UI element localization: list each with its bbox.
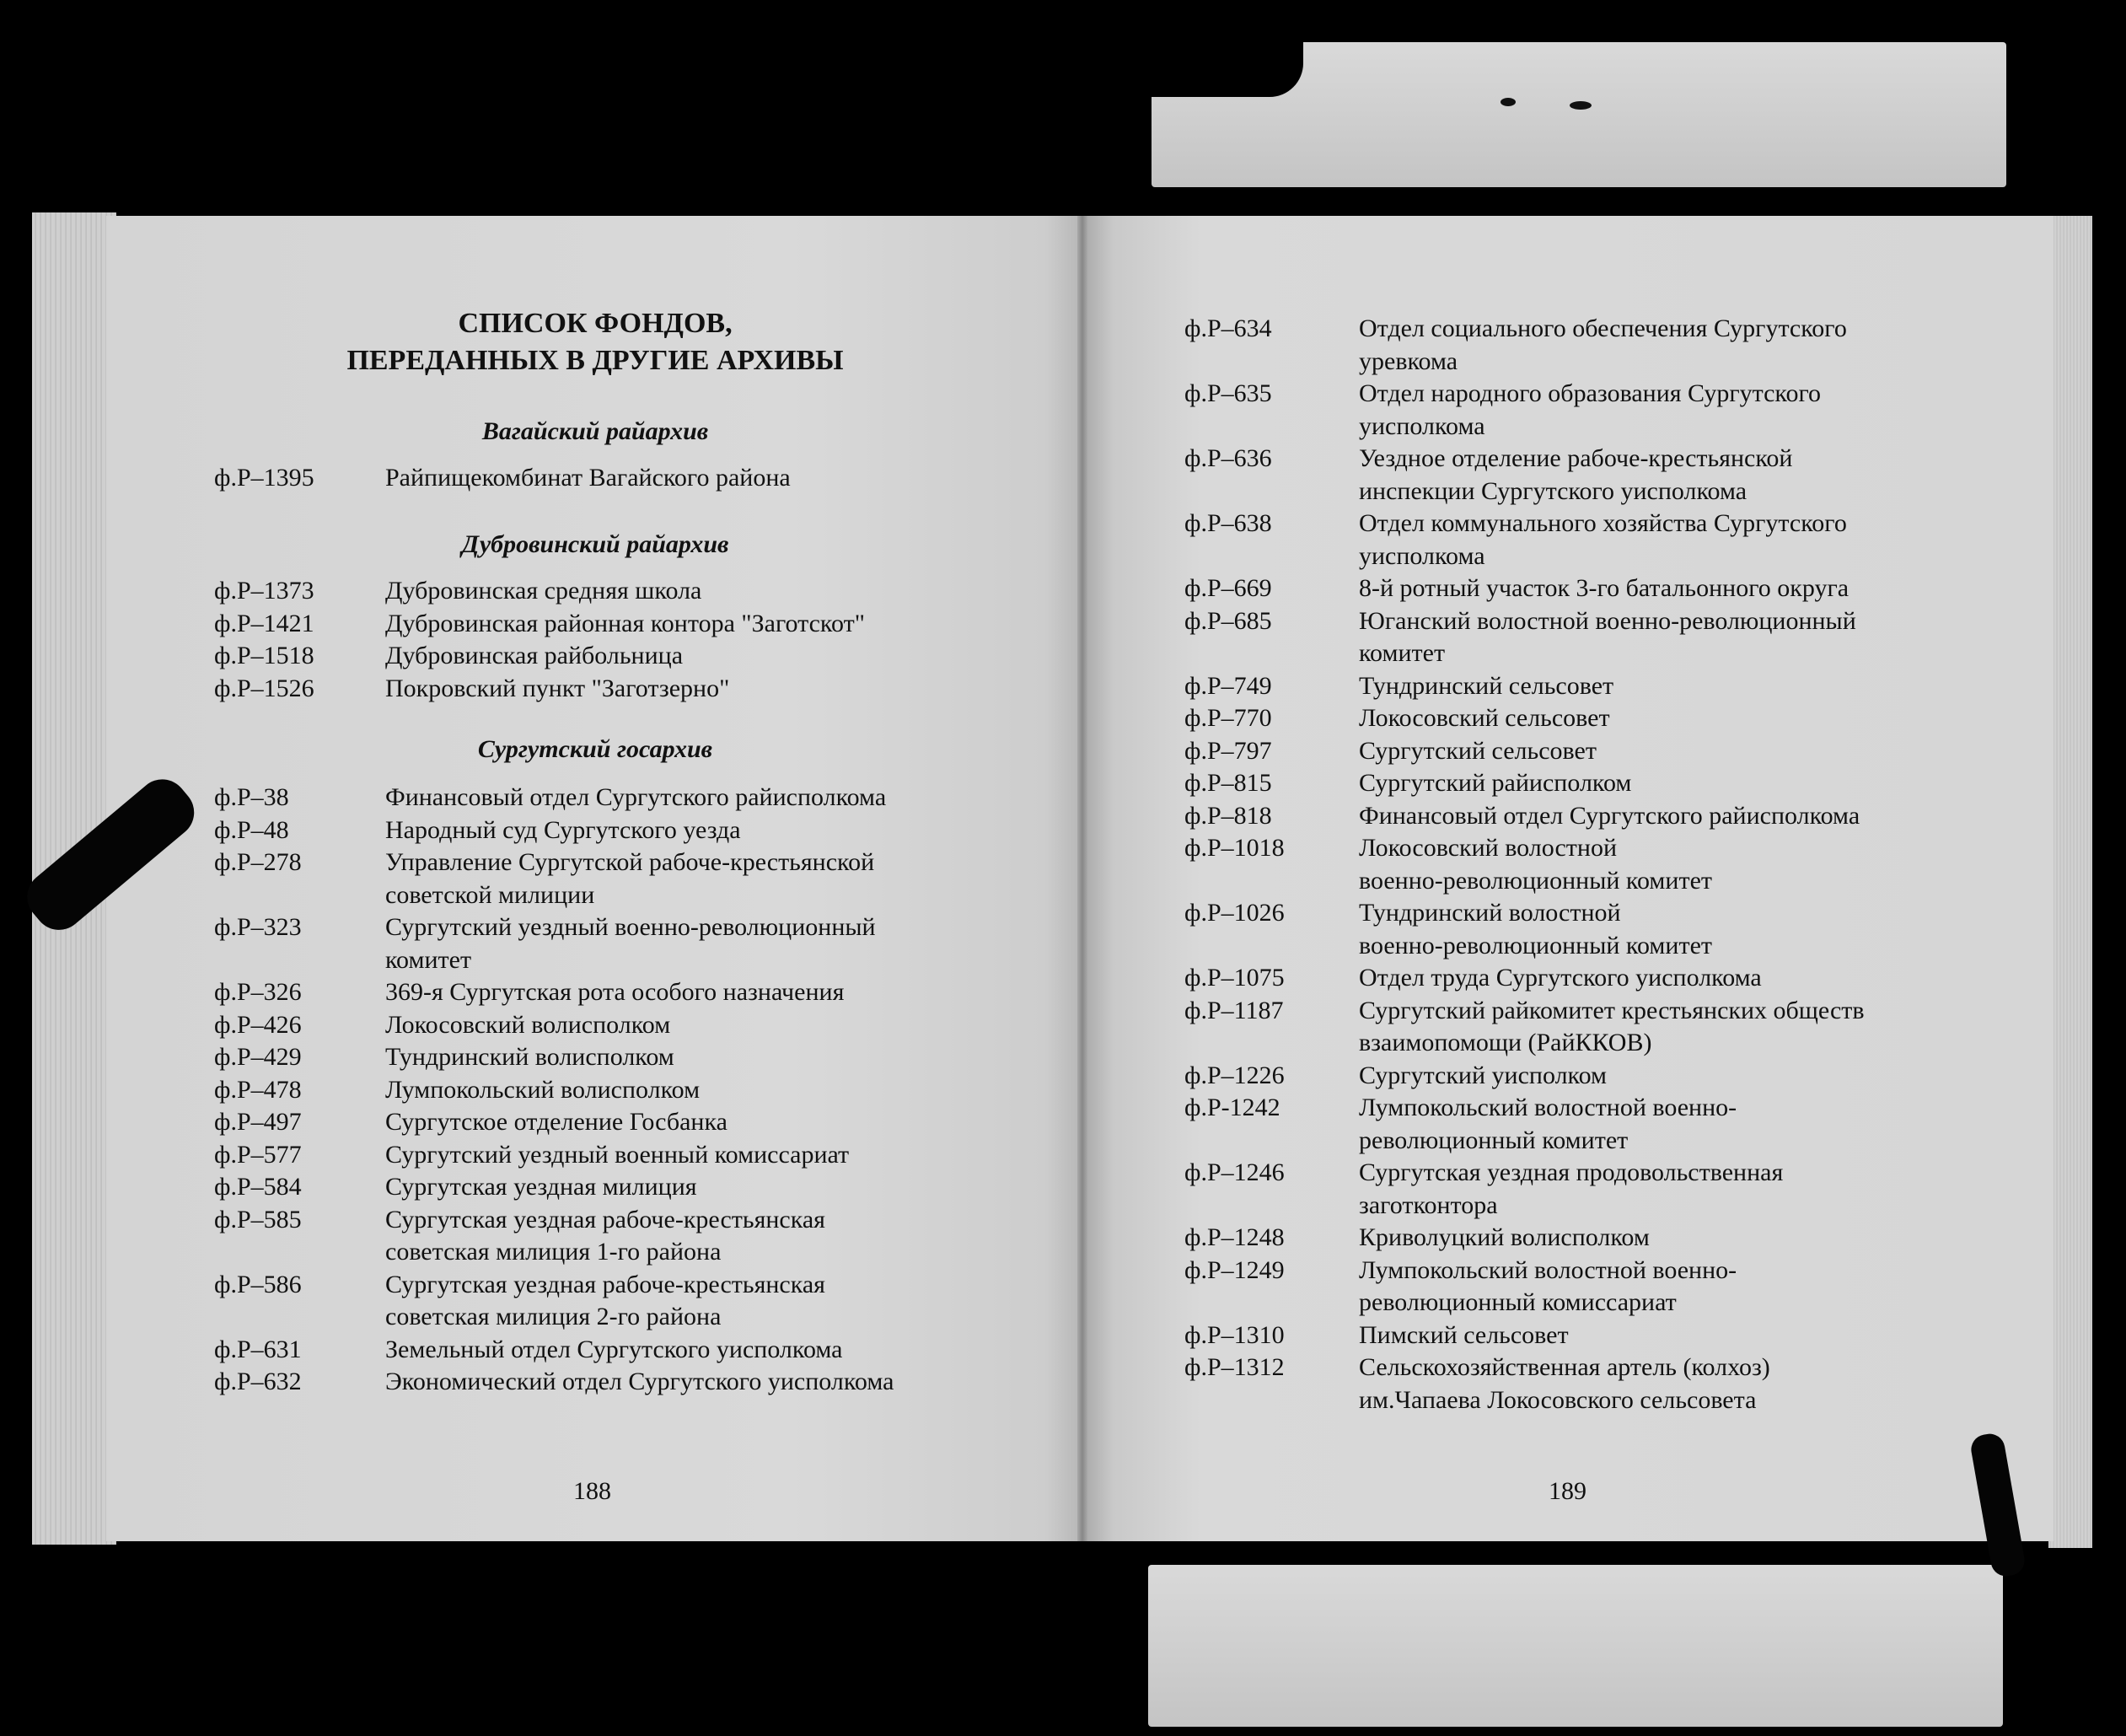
fund-name: Сельскохозяйственная артель (колхоз) им.Чапаева Локосовского сельсовета [1359, 1353, 1770, 1414]
fund-entry [1184, 1060, 2036, 1093]
fund-code: ф.Р–323 [214, 913, 302, 941]
fund-code: ф.Р–635 [1184, 379, 1272, 407]
fund-entry [1184, 1222, 2036, 1255]
fund-name: Финансовый отдел Сургутского райисполкома [1359, 801, 1860, 830]
fund-code: ф.Р–577 [214, 1140, 302, 1169]
fund-name: Сургутский уездный военный комиссариат [385, 1140, 850, 1169]
fund-name: Покровский пункт "Заготзерно" [385, 674, 730, 702]
book-gutter [1077, 216, 1087, 1541]
fund-code: ф.Р–815 [1184, 769, 1272, 797]
section-entries [214, 462, 1057, 495]
fund-entry [1184, 702, 2036, 735]
fund-code: ф.Р–1310 [1184, 1320, 1285, 1349]
fund-code: ф.Р–429 [214, 1043, 302, 1071]
fund-name: Дубровинская районная контора "Заготскот" [385, 609, 865, 637]
fund-code: ф.Р–1246 [1184, 1158, 1285, 1186]
fund-entry [214, 1171, 1057, 1204]
fund-entry [214, 1204, 1057, 1269]
fund-code: ф.Р-1242 [1184, 1094, 1280, 1121]
page-number-left: 188 [573, 1477, 611, 1505]
fund-name: Сургутский райкомитет крестьянских обществ взаимопомощи (РайККОВ) [1359, 996, 1865, 1056]
fund-code: ф.Р–1248 [1184, 1223, 1285, 1251]
fund-code: ф.Р–632 [214, 1368, 302, 1395]
fund-name: Локосовский волостной военно-революционный комитет [1359, 834, 1712, 895]
fund-entry [1184, 767, 2036, 800]
fund-entry [214, 640, 1057, 673]
fund-name: Народный суд Сургутского уезда [385, 815, 741, 844]
fund-code: ф.Р–1312 [1184, 1353, 1285, 1381]
fund-code: ф.Р–1018 [1184, 834, 1285, 862]
fund-name: Тундринский волисполком [385, 1043, 674, 1071]
fund-code: ф.Р–585 [214, 1205, 302, 1233]
fund-code: ф.Р–1075 [1184, 964, 1285, 992]
fund-name: Сургутская уездная милиция [385, 1173, 697, 1201]
fund-name: Сургутская уездная рабоче-крестьянская советская милиция 1-го района [385, 1205, 825, 1266]
foam-hole [1501, 98, 1516, 106]
fund-name: Отдел социального обеспечения Сургутского уревкома [1359, 314, 1847, 375]
page-number-right: 189 [1549, 1477, 1586, 1505]
fund-entry [214, 1041, 1057, 1074]
fund-code: ф.Р–1421 [214, 609, 314, 637]
fund-name: Дубровинская средняя школа [385, 577, 702, 605]
fund-name: Райпищекомбинат Вагайского района [385, 464, 791, 492]
section-heading: Вагайский райархив [481, 417, 709, 445]
fund-entry [214, 1074, 1057, 1107]
fund-name: Сургутская уездная продовольственная заготконтора [1359, 1158, 1784, 1219]
fund-entry [214, 782, 1057, 814]
fund-entry [214, 847, 1057, 911]
fund-code: ф.Р–1518 [214, 642, 314, 669]
fund-entry [1184, 962, 2036, 995]
fund-entry [214, 673, 1057, 706]
fund-entry [1184, 670, 2036, 703]
fund-entry [1184, 1255, 2036, 1319]
fund-name: Отдел народного образования Сургутского уисполкома [1359, 379, 1822, 440]
fund-name: Отдел труда Сургутского уисполкома [1359, 964, 1762, 992]
fund-code: ф.Р–797 [1184, 736, 1272, 765]
foam-hole [1570, 101, 1592, 110]
fund-name: Уездное отделение рабоче-крестьянской инспекции Сургутского уисполкома [1359, 444, 1793, 505]
fund-code: ф.Р–478 [214, 1075, 302, 1104]
fund-name: Сургутская уездная рабоче-крестьянская советская милиция 2-го района [385, 1270, 825, 1330]
fund-entry [214, 1366, 1057, 1399]
fund-code: ф.Р–1526 [214, 674, 314, 702]
fund-code: ф.Р–669 [1184, 574, 1272, 602]
page-edges-right [2048, 216, 2092, 1548]
fund-entry [1184, 605, 2036, 670]
fund-code: ф.Р–749 [1184, 671, 1272, 700]
fund-name: Лумпокольский волостной военно- революционный комиссариат [1359, 1255, 1737, 1316]
fund-name: Сургутский уездный военно-революционный комитет [385, 913, 876, 974]
section-heading: Дубровинский райархив [461, 530, 729, 558]
fund-entry [214, 976, 1057, 1009]
fund-name: Сургутский райисполком [1359, 769, 1632, 797]
fund-name: Сургутский сельсовет [1359, 736, 1597, 765]
fund-entry [1184, 1092, 2036, 1157]
fund-entry [214, 1106, 1057, 1139]
fund-entry [1184, 897, 2036, 962]
fund-name: Лумпокольский волисполком [385, 1075, 701, 1104]
fund-name: 8-й ротный участок 3-го батальонного округа [1359, 574, 1850, 602]
fund-entry [214, 575, 1057, 608]
fund-name: Локосовский сельсовет [1359, 704, 1610, 732]
fund-entry [1184, 1319, 2036, 1352]
fund-entry [214, 814, 1057, 847]
fund-name: Финансовый отдел Сургутского райисполкома [385, 783, 887, 811]
fund-entry [1184, 313, 2036, 378]
fund-name: Тундринский сельсовет [1359, 671, 1614, 700]
section-heading: Сургутский госархив [477, 735, 713, 763]
fund-entry [214, 1334, 1057, 1367]
foam-support-bottom [1148, 1565, 2003, 1727]
fund-name: Сургутский уисполком [1359, 1061, 1608, 1089]
fund-entry [1184, 378, 2036, 443]
fund-entry [214, 1269, 1057, 1334]
fund-entry [1184, 572, 2036, 605]
fund-name: Земельный отдел Сургутского уисполкома [385, 1335, 843, 1363]
fund-code: ф.Р–636 [1184, 444, 1272, 472]
fund-entry [214, 608, 1057, 641]
fund-code: ф.Р–638 [1184, 509, 1272, 537]
fund-code: ф.Р–326 [214, 978, 302, 1006]
fund-entry [1184, 995, 2036, 1060]
right-page-entries [1184, 313, 2036, 1416]
fund-code: ф.Р–631 [214, 1335, 302, 1363]
fund-entry [214, 911, 1057, 976]
fund-entry [1184, 443, 2036, 508]
section-entries [214, 575, 1057, 705]
fund-entry [1184, 800, 2036, 833]
fund-code: ф.Р–1249 [1184, 1255, 1285, 1284]
fund-name: Дубровинская райбольница [385, 642, 684, 669]
fund-code: ф.Р–1026 [1184, 899, 1285, 927]
fund-code: ф.Р–1395 [214, 464, 314, 492]
title-line-1: СПИСОК ФОНДОВ, [458, 308, 733, 339]
fund-code: ф.Р–634 [1184, 314, 1272, 342]
fund-code: ф.Р–1373 [214, 577, 314, 605]
fund-entry [1184, 1157, 2036, 1222]
fund-code: ф.Р–1226 [1184, 1061, 1285, 1089]
fund-code: ф.Р–497 [214, 1108, 302, 1136]
fund-name: Лумпокольский волостной военно- революционный комитет [1359, 1094, 1737, 1154]
fund-name: Локосовский волисполком [385, 1010, 671, 1039]
fund-code: ф.Р–770 [1184, 704, 1272, 732]
section-entries [214, 782, 1057, 1399]
fund-code: ф.Р–38 [214, 783, 289, 811]
fund-entry [214, 1139, 1057, 1172]
fund-name: Юганский волостной военно-революционный комитет [1359, 606, 1856, 667]
fund-name: Криволуцкий волисполком [1359, 1223, 1650, 1251]
fund-name: Управление Сургутской рабоче-крестьянской советской милиции [385, 848, 875, 909]
fund-entry [1184, 508, 2036, 572]
fund-code: ф.Р–685 [1184, 606, 1272, 635]
fund-code: ф.Р–586 [214, 1270, 302, 1298]
fund-name: Отдел коммунального хозяйства Сургутского уисполкома [1359, 509, 1847, 570]
fund-name: Пимский сельсовет [1359, 1320, 1569, 1349]
fund-entry [214, 462, 1057, 495]
title-line-2: ПЕРЕДАННЫХ В ДРУГИЕ АРХИВЫ [346, 345, 844, 376]
fund-name: Сургутское отделение Госбанка [385, 1108, 727, 1136]
fund-entry [1184, 1352, 2036, 1416]
fund-entry [214, 1009, 1057, 1042]
fund-code: ф.Р–818 [1184, 801, 1272, 830]
foam-torn-corner [1152, 34, 1303, 97]
fund-name: 369-я Сургутская рота особого назначения [385, 978, 845, 1006]
fund-name: Тундринский волостной военно-революционный комитет [1359, 899, 1712, 959]
fund-code: ф.Р–278 [214, 848, 302, 876]
list-title [106, 305, 1084, 379]
fund-entry [1184, 832, 2036, 897]
fund-code: ф.Р–584 [214, 1173, 302, 1201]
fund-name: Экономический отдел Сургутского уисполкома [385, 1368, 894, 1395]
fund-code: ф.Р–426 [214, 1010, 302, 1039]
fund-code: ф.Р–1187 [1184, 996, 1284, 1024]
fund-code: ф.Р–48 [214, 815, 289, 844]
fund-entry [1184, 735, 2036, 768]
